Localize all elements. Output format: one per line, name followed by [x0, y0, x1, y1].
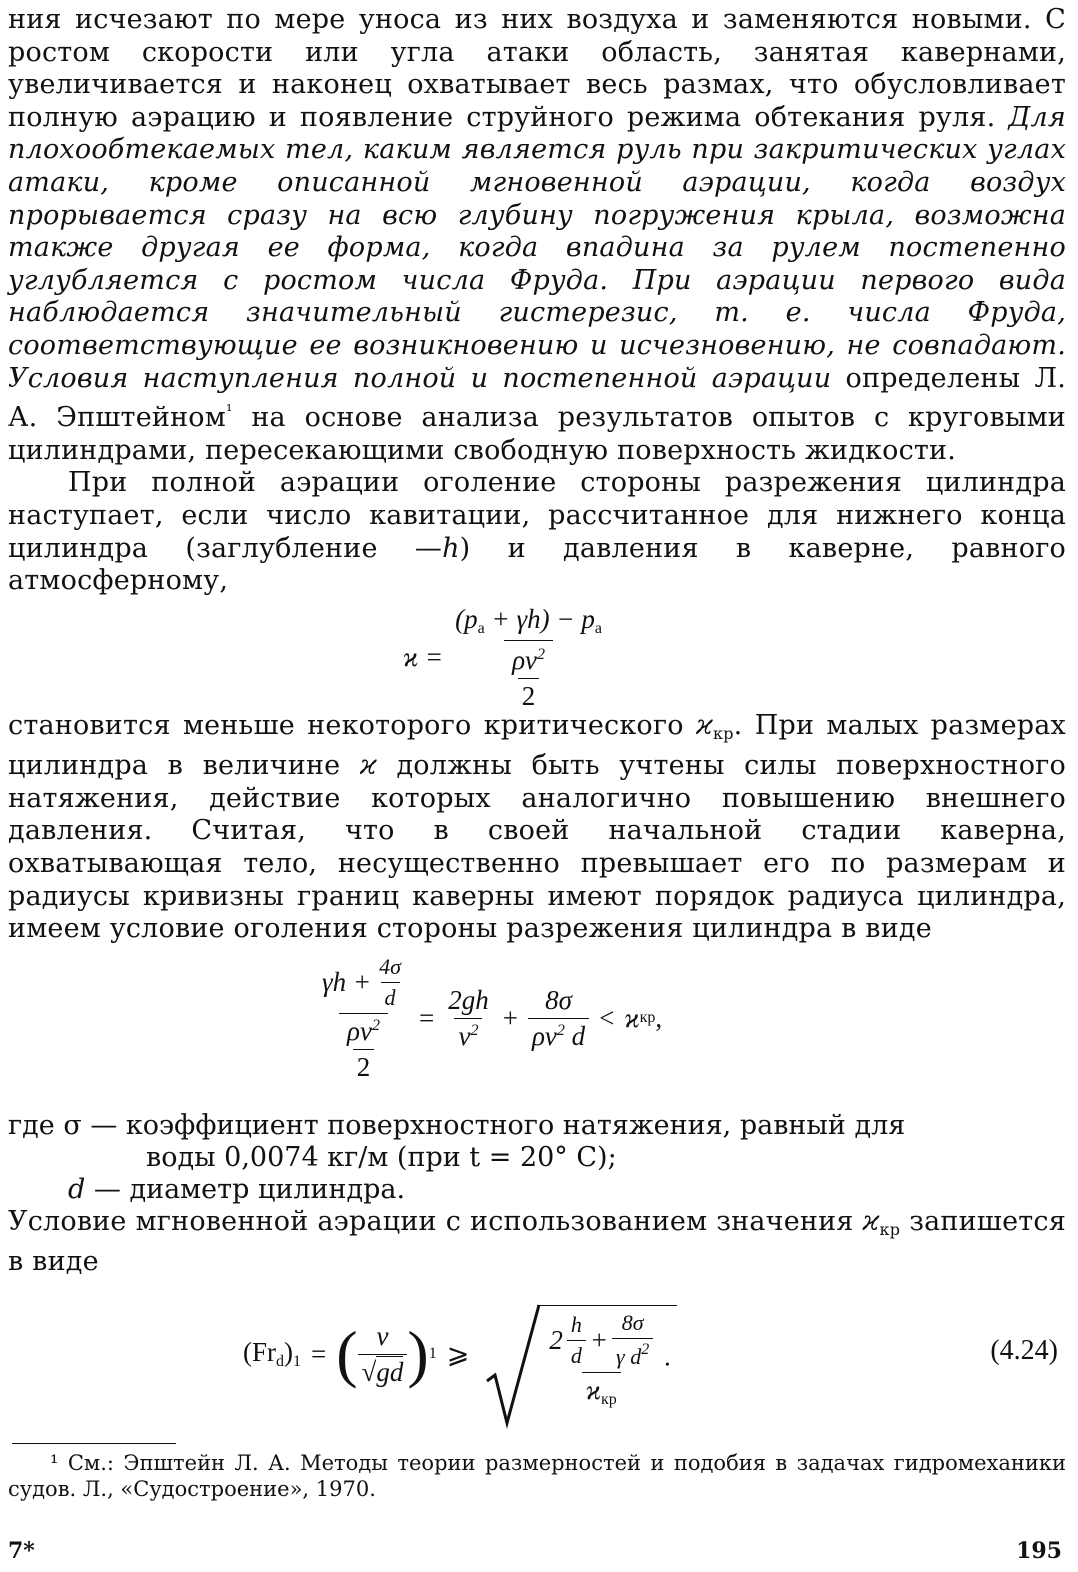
where-line-water: воды 0,0074 кг/м (при t = 20° С); — [146, 1141, 617, 1173]
page-footer — [8, 1538, 1066, 1568]
where-line-diameter: d — диаметр цилиндра. — [68, 1173, 406, 1205]
footnote: ¹ См.: Эпштейн Л. А. Методы теории размерностей и подобия в задачах гидромеханики судов. Л., «Судостроение», 1970. — [8, 1451, 1066, 1502]
paragraph-3: становится меньше некоторого критического $ϰ_{кр}$. При малых размерах цилиндра в величине ϰ должны быть учтены силы поверхностного натяжения, действие которых аналогично повышению внешнего давления. Считая, что в своей начальной стадии каверна, охватывающая тело, несущественно превышает его по размерам и радиусы кривизны границ каверны имеют порядок радиуса цилиндра, имеем условие оголения стороны разрежения цилиндра в виде — [8, 709, 1066, 945]
paragraph-2: При полной аэрации оголение стороны разрежения цилиндра наступает, если число кавитации, рассчитанное для нижнего конца цилиндра (заглубление —h) и давления в каверне, равного атмосферному, — [8, 467, 1067, 597]
footnote-divider — [12, 1443, 176, 1444]
sqrt-radical: 2 $\frac{h}{d}$ + $\frac{8\sigma}{\gamma d^2}$ $ϰ_{кр}$ . — [485, 1299, 676, 1409]
equation-number: (4.24) — [990, 1335, 1058, 1367]
paragraph-4: Условие мгновенной аэрации с использованием значения $ϰ_{кр}$ запишется в виде — [8, 1205, 1066, 1278]
signature-mark: 7* — [8, 1538, 35, 1564]
page-number: 195 — [1016, 1538, 1062, 1564]
radical-sign-icon — [485, 1299, 541, 1429]
where-line-sigma: где σ — коэффициент поверхностного натяжения, равный для — [8, 1109, 906, 1141]
formula-4-24: $(Fr_d)_1$ = ( $\frac{v}{√gd}$ ) 1 ⩾ 2 $\frac{h}{d}$ + $\frac{8\sigma}{\gamma d^2}$ $ϰ_{кр}$ . (4.24) — [8, 1289, 1066, 1439]
formula-surface-tension-condition: γh + $\frac{4\sigma}{d}$ $\frac{\rho v^2}{2}$ = $\frac{2gh}{v^2}$ + $\frac{8\sigma}{\rho v^2 d}$ < ϰ кр , — [322, 953, 663, 1082]
where-definitions — [8, 1110, 1066, 1206]
paragraph-1: ния исчезают по мере уноса из них воздуха и заменяются новыми. С ростом скорости или угла атаки область, занятая кавернами, увеличивается и наконец охватывает весь размах, что обусловливает полную аэрацию и появление струйного режима обтекания руля. Для плохообтекаемых тел, каким является руль при закритических углах атаки, кроме описанной мгновенной аэрации, когда воздух прорывается сразу на всю глубину погружения крыла, возможна также другая ее форма, когда впадина за рулем постепенно углубляется с ростом числа Фруда. При аэрации первого вида наблюдается значительный гистерезис, т. е. числа Фруда, соответствующие ее возникновению и исчезновению, не совпадают. Условия наступления полной и постепенной аэрации определены Л. А. Эпштейном$^{^1}$ на основе анализа результатов опытов с круговыми цилиндрами, пересекающими свободную поверхность жидкости. — [8, 4, 1066, 466]
formula-cavitation-number: ϰ = $\frac{(p_a + \gamma h) - p_a}{\frac{\rho v^2}{2}}$ — [403, 603, 602, 711]
